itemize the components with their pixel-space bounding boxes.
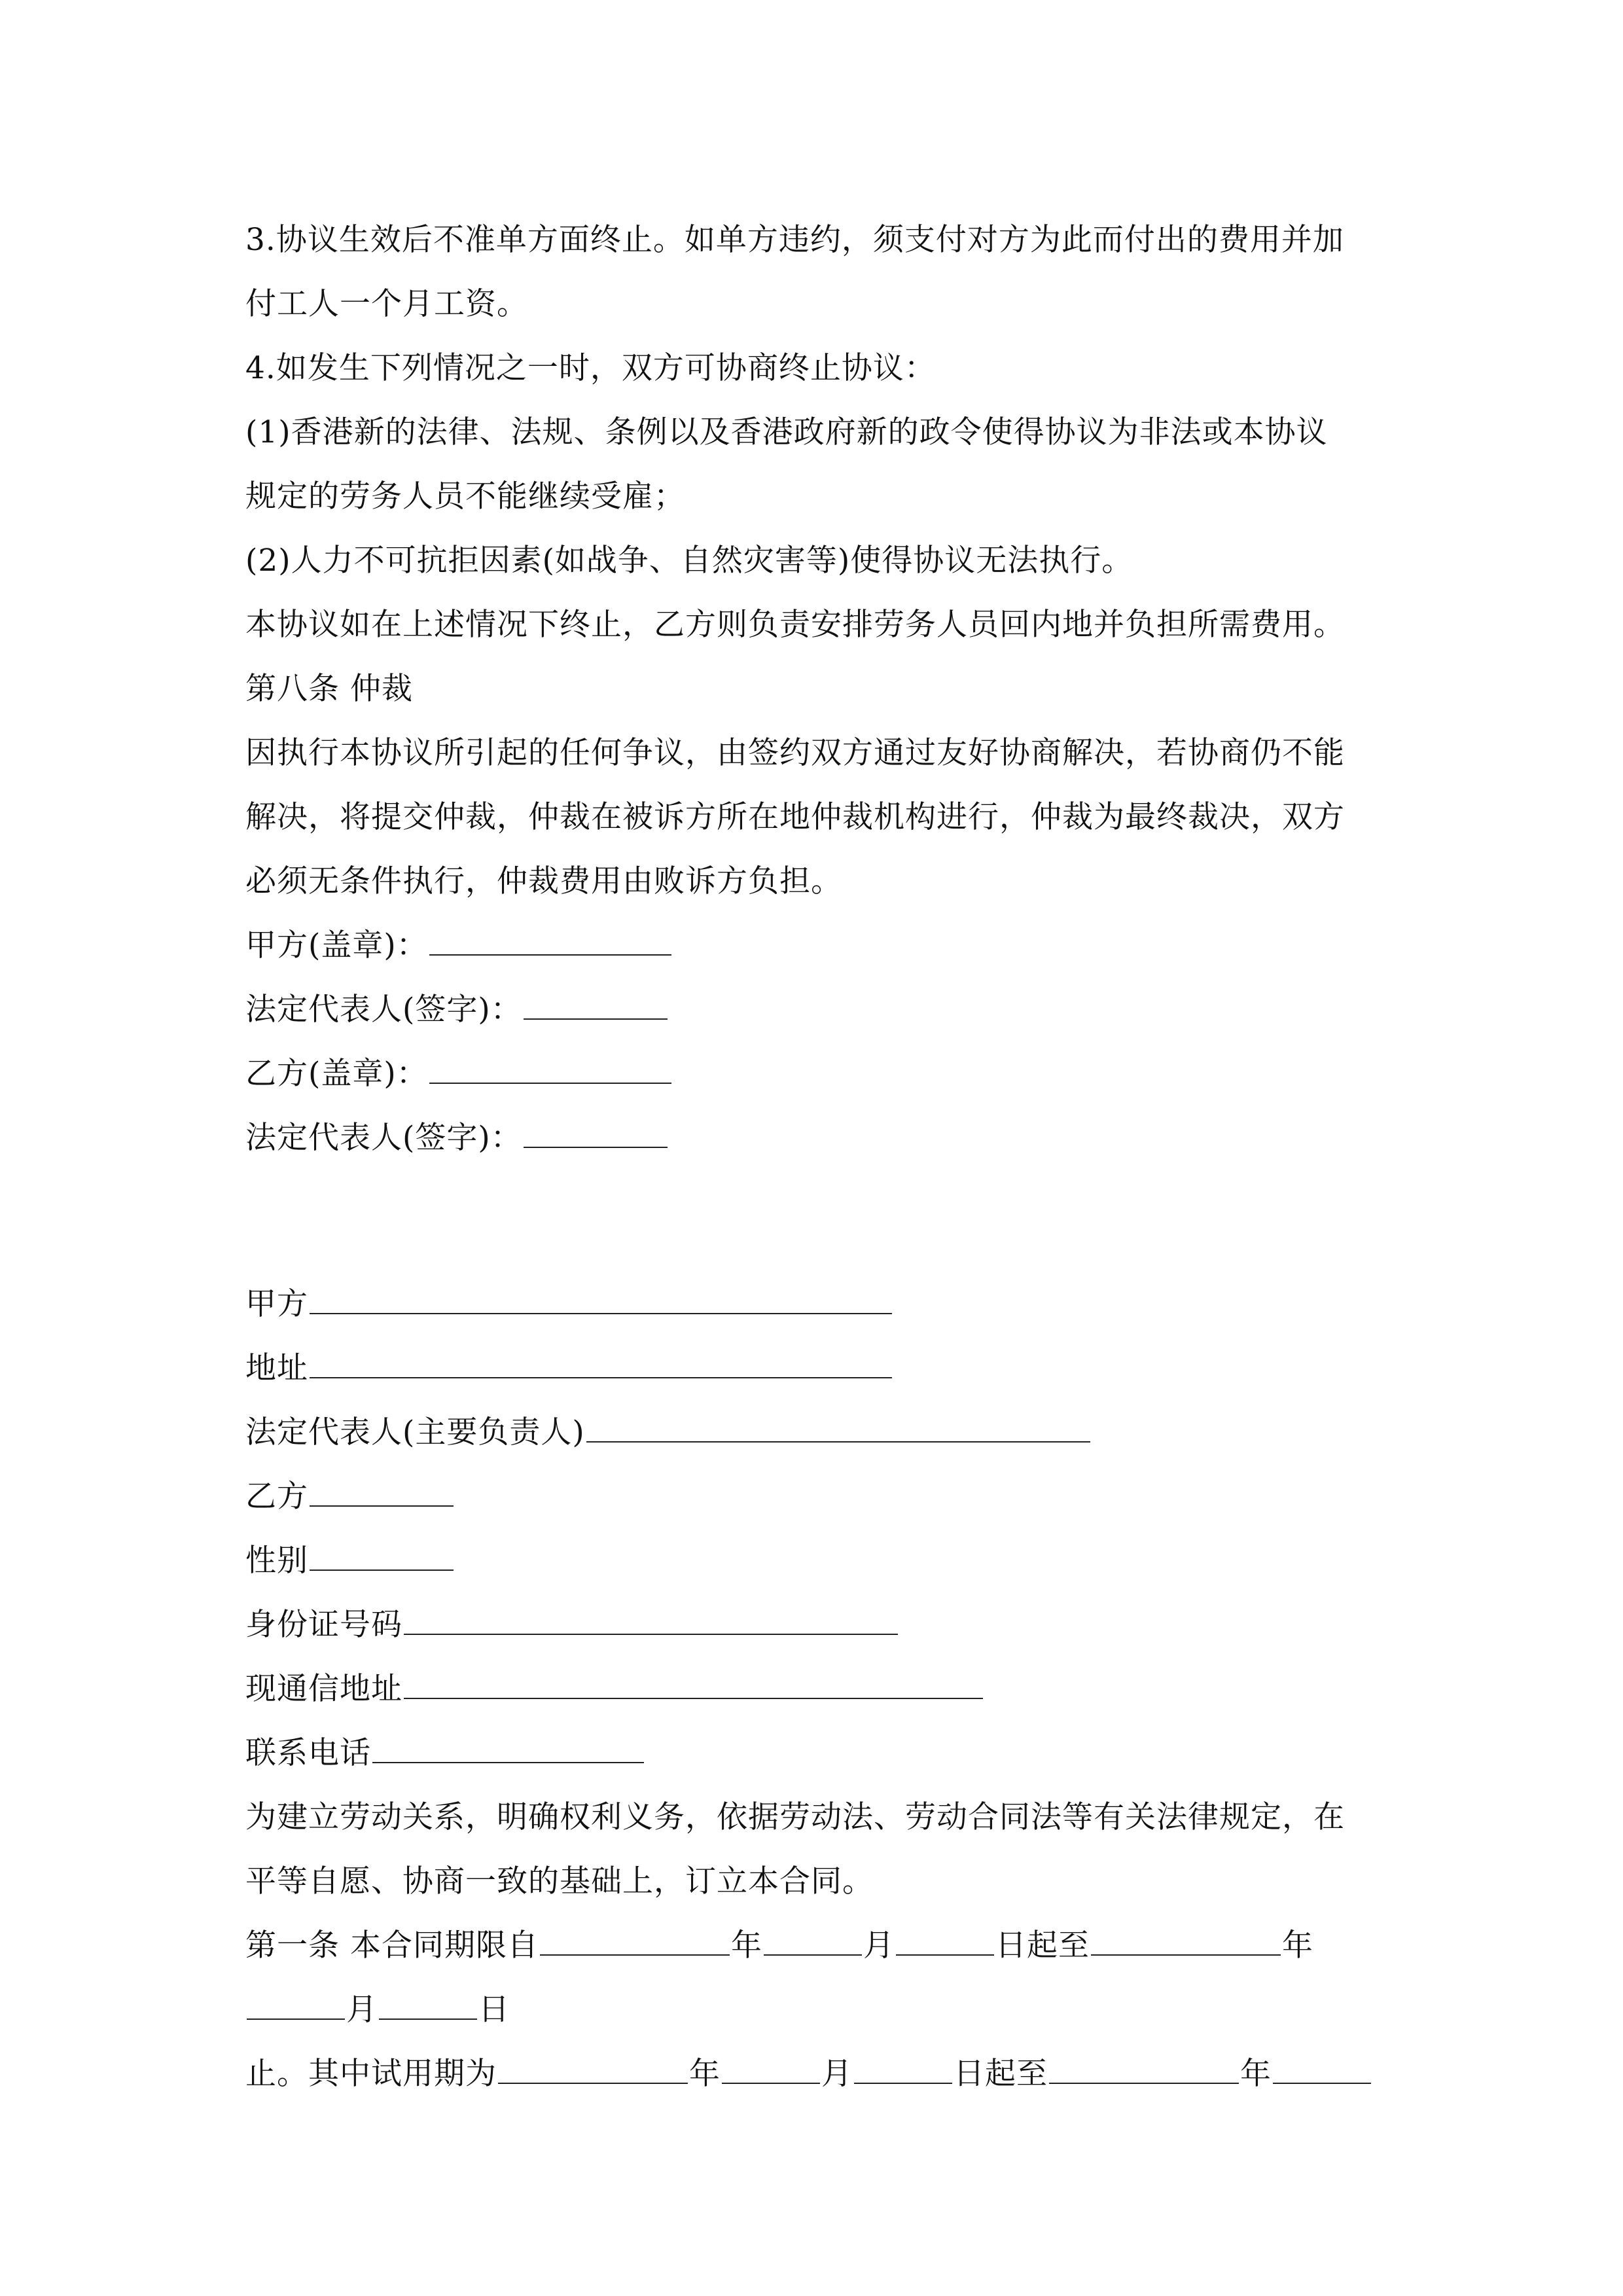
day-label: 日 <box>478 1992 510 2028</box>
trial-start-year-field[interactable] <box>498 2054 688 2084</box>
article-1-label: 第一条 本合同期限自 <box>245 1928 539 1964</box>
year-label: 年 <box>689 2056 721 2092</box>
rep-b-sign-field[interactable] <box>524 1118 668 1148</box>
trial-start-month-field[interactable] <box>722 2054 820 2084</box>
intro-line1: 为建立劳动关系，明确权利义务，依据劳动法、劳动合同法等有关法律规定，在 <box>245 1799 1345 1835</box>
clause-1-line1: (1)香港新的法律、法规、条例以及香港政府新的政令使得协议为非法或本协议 <box>245 414 1328 450</box>
month-label: 月 <box>346 1992 378 2028</box>
day-from-label: 日起至 <box>954 2056 1048 2092</box>
gender-row <box>245 1529 1394 1593</box>
month-label: 月 <box>821 2056 853 2092</box>
trial-end-month-field[interactable] <box>1273 2054 1371 2084</box>
gender-label: 性别 <box>245 1543 308 1579</box>
id-number-label: 身份证号码 <box>245 1607 402 1643</box>
arbitration-line3: 必须无条件执行，仲裁费用由败诉方负担。 <box>245 863 842 899</box>
termination-note: 本协议如在上述情况下终止，乙方则负责安排劳务人员回内地并负担所需费用。 <box>245 607 1345 643</box>
rep-a-sign-field[interactable] <box>524 990 668 1020</box>
phone-row <box>245 1721 1394 1785</box>
legal-rep-row <box>245 1401 1394 1465</box>
legal-rep-field[interactable] <box>586 1412 1090 1443</box>
party-a-seal-label: 甲方(盖章)： <box>245 927 428 963</box>
article-1-line2 <box>245 1978 1394 2042</box>
mail-address-label: 现通信地址 <box>245 1671 402 1707</box>
party-a-row <box>245 1272 1394 1336</box>
phone-field[interactable] <box>372 1733 644 1763</box>
address-label: 地址 <box>245 1350 308 1386</box>
rep-b-sign-label: 法定代表人(签字)： <box>245 1120 522 1156</box>
address-field[interactable] <box>310 1348 892 1378</box>
party-b-seal-label: 乙方(盖章)： <box>245 1056 428 1092</box>
rep-a-sign-label: 法定代表人(签字)： <box>245 992 522 1028</box>
rep-b-sign-row <box>245 1106 1394 1170</box>
clause-1-line2: 规定的劳务人员不能继续受雇； <box>245 478 685 514</box>
gender-field[interactable] <box>310 1541 454 1571</box>
rep-a-sign-row <box>245 978 1394 1042</box>
end-month-field[interactable] <box>247 1990 345 2020</box>
paragraph-4: 4.如发生下列情况之一时，双方可协商终止协议： <box>245 350 936 386</box>
trial-start-day-field[interactable] <box>854 2054 952 2084</box>
trial-period-label: 止。其中试用期为 <box>245 2056 497 2092</box>
party-b-seal-row <box>245 1042 1394 1106</box>
party-b-seal-field[interactable] <box>429 1054 671 1084</box>
section-gap <box>245 1170 1394 1272</box>
paragraph-3-line1: 3.协议生效后不准单方面终止。如单方违约，须支付对方为此而付出的费用并加 <box>245 222 1344 258</box>
arbitration-line1: 因执行本协议所引起的任何争议，由签约双方通过友好协商解决，若协商仍不能 <box>245 735 1345 771</box>
party-b-field[interactable] <box>310 1477 454 1507</box>
start-year-field[interactable] <box>540 1926 730 1956</box>
party-b-row <box>245 1465 1394 1529</box>
end-year-field[interactable] <box>1091 1926 1281 1956</box>
trial-period-line <box>245 2042 1394 2106</box>
intro-line2: 平等自愿、协商一致的基础上，订立本合同。 <box>245 1863 874 1899</box>
legal-rep-label: 法定代表人(主要负责人) <box>245 1414 585 1450</box>
end-day-field[interactable] <box>379 1990 477 2020</box>
party-b-label: 乙方 <box>245 1479 308 1515</box>
year-label: 年 <box>1281 1928 1313 1964</box>
clause-2: (2)人力不可抗拒因素(如战争、自然灾害等)使得协议无法执行。 <box>245 543 1133 579</box>
mail-address-field[interactable] <box>404 1669 983 1699</box>
arbitration-line2: 解决，将提交仲裁，仲裁在被诉方所在地仲裁机构进行，仲裁为最终裁决，双方 <box>245 799 1345 835</box>
party-a-seal-field[interactable] <box>429 925 671 956</box>
party-a-label: 甲方 <box>245 1286 308 1322</box>
mail-address-row <box>245 1657 1394 1721</box>
year-label: 年 <box>1240 2056 1272 2092</box>
document-page <box>245 208 1394 2106</box>
id-number-field[interactable] <box>404 1605 898 1635</box>
article-1-line1 <box>245 1914 1394 1978</box>
start-month-field[interactable] <box>764 1926 862 1956</box>
month-label: 月 <box>863 1928 895 1964</box>
id-number-row <box>245 1593 1394 1657</box>
day-from-label: 日起至 <box>995 1928 1090 1964</box>
paragraph-3-line2: 付工人一个月工资。 <box>245 286 528 322</box>
phone-label: 联系电话 <box>245 1735 371 1771</box>
trial-end-year-field[interactable] <box>1049 2054 1239 2084</box>
year-label: 年 <box>730 1928 762 1964</box>
start-day-field[interactable] <box>896 1926 994 1956</box>
address-row <box>245 1336 1394 1401</box>
article-8-heading: 第八条 仲裁 <box>245 671 413 707</box>
party-a-field[interactable] <box>310 1284 892 1314</box>
party-a-seal-row <box>245 914 1394 978</box>
